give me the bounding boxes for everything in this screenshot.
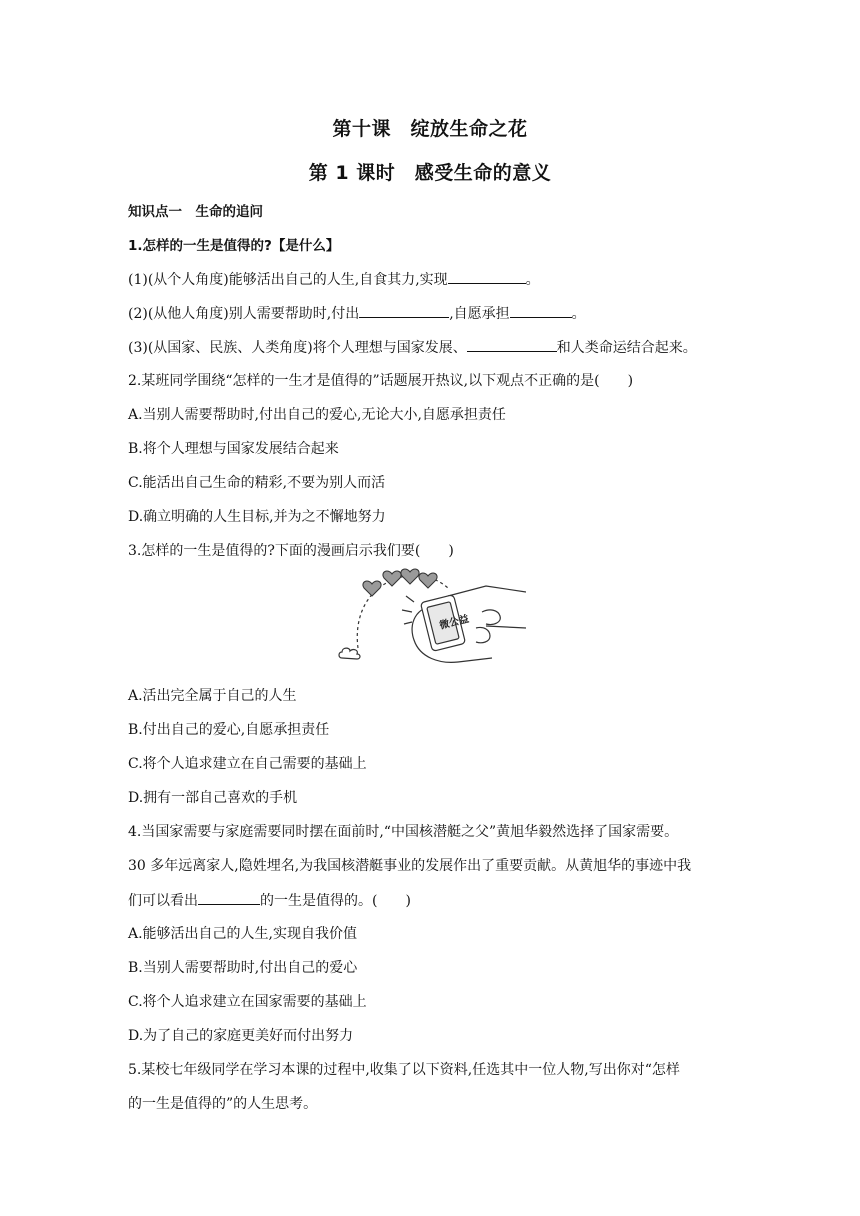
q1-blank-2[interactable] — [359, 303, 449, 318]
q1-item-3-text: (3)(从国家、民族、人类角度)将个人理想与国家发展、 — [128, 340, 467, 356]
q5-line-2: 的一生是值得的”的人生思考。 — [128, 1096, 318, 1112]
q4-line-2: 30 多年远离家人,隐姓埋名,为我国核潜艇事业的发展作出了重要贡献。从黄旭华的事迹中我 — [128, 858, 692, 874]
q3-stem: 3.怎样的一生是值得的?下面的漫画启示我们要( ) — [128, 543, 454, 559]
q4-blank[interactable] — [198, 890, 260, 905]
q4-option-d[interactable]: D.为了自己的家庭更美好而付出努力 — [128, 1028, 354, 1044]
q1-item-3-end: 和人类命运结合起来。 — [556, 340, 697, 356]
q5-line-1: 5.某校七年级同学在学习本课的过程中,收集了以下资料,任选其中一位人物,写出你对“怎样 — [128, 1062, 680, 1078]
q4-option-c[interactable]: C.将个人追求建立在国家需要的基础上 — [128, 994, 367, 1010]
q2-option-d[interactable]: D.确立明确的人生目标,并为之不懈地努力 — [128, 509, 386, 525]
q4-option-a[interactable]: A.能够活出自己的人生,实现自我价值 — [128, 926, 358, 942]
q1-blank-1[interactable] — [448, 269, 526, 284]
q2-option-a[interactable]: A.当别人需要帮助时,付出自己的爱心,无论大小,自愿承担责任 — [128, 407, 506, 423]
q2-option-b[interactable]: B.将个人理想与国家发展结合起来 — [128, 441, 339, 457]
q2-option-c[interactable]: C.能活出自己生命的精彩,不要为别人而活 — [128, 475, 386, 491]
q1-blank-4[interactable] — [467, 337, 557, 352]
q1-item-1-end: 。 — [525, 272, 540, 288]
q4-line-3 — [128, 890, 411, 911]
lesson-title: 第十课 绽放生命之花 — [332, 118, 528, 140]
q4-line-1: 4.当国家需要与家庭需要同时摆在面前时,“中国核潜艇之父”黄旭华毅然选择了国家需要。 — [128, 824, 679, 840]
q1-item-2-end: 。 — [571, 306, 586, 322]
figure-label: 微公益 — [438, 613, 471, 632]
period-title: 第 1 课时 感受生命的意义 — [308, 162, 552, 184]
q3-option-b[interactable]: B.付出自己的爱心,自愿承担责任 — [128, 722, 330, 738]
q1-stem: 1.怎样的一生是值得的?【是什么】 — [128, 238, 340, 254]
q3-option-c[interactable]: C.将个人追求建立在自己需要的基础上 — [128, 756, 367, 772]
q1-item-2-mid: ,自愿承担 — [449, 306, 510, 322]
q1-item-2-text: (2)(从他人角度)别人需要帮助时,付出 — [128, 306, 360, 322]
q3-option-d[interactable]: D.拥有一部自己喜欢的手机 — [128, 790, 298, 806]
q1-item-2 — [128, 303, 586, 324]
q4-line-3-end: 的一生是值得的。( ) — [260, 893, 411, 909]
q4-line-3-text: 们可以看出 — [128, 893, 198, 909]
q4-option-b[interactable]: B.当别人需要帮助时,付出自己的爱心 — [128, 960, 358, 976]
q1-item-1 — [128, 269, 540, 290]
q2-stem: 2.某班同学围绕“怎样的一生才是值得的”话题展开热议,以下观点不正确的是( ) — [128, 373, 634, 389]
q1-blank-3[interactable] — [510, 303, 572, 318]
q3-option-a[interactable]: A.活出完全属于自己的人生 — [128, 688, 297, 704]
q1-item-3 — [128, 337, 697, 358]
q1-item-1-text: (1)(从个人角度)能够活出自己的人生,自食其力,实现 — [128, 272, 448, 288]
section-heading: 知识点一 生命的追问 — [128, 204, 263, 220]
charity-cartoon-figure — [336, 566, 526, 670]
